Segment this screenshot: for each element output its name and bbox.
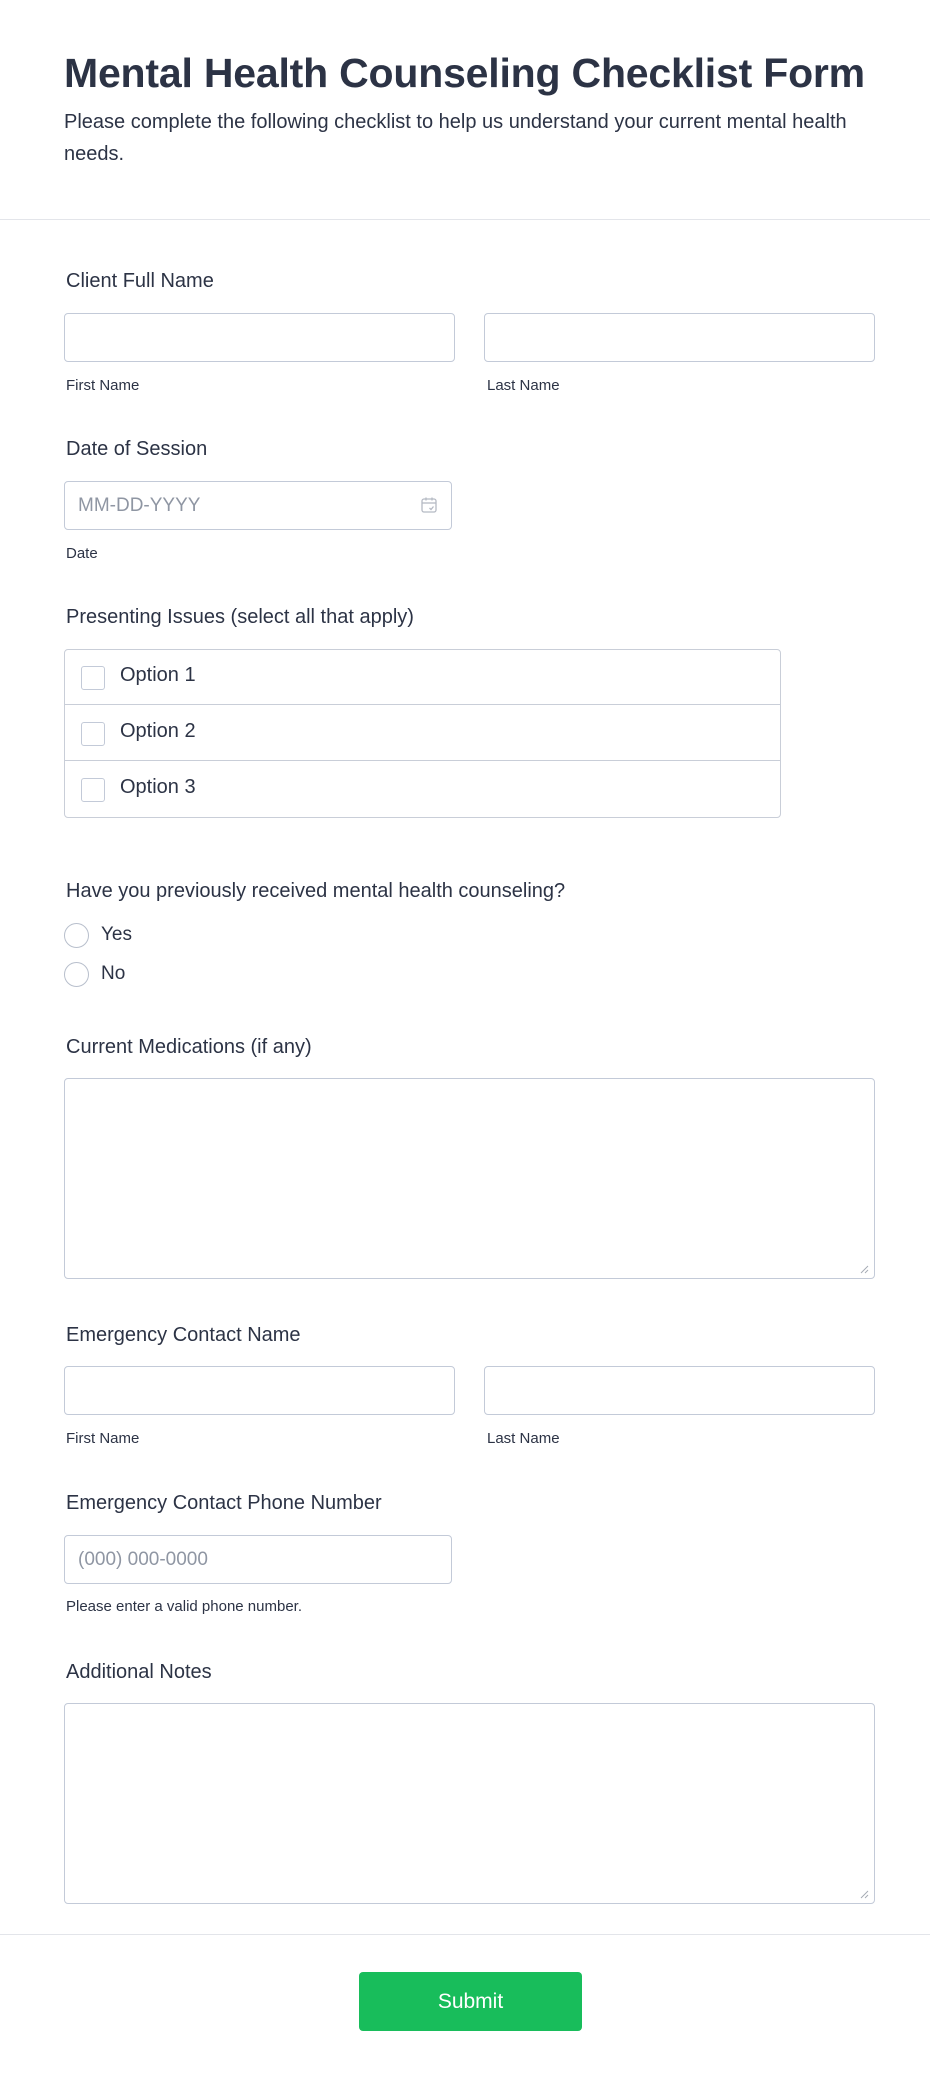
checklist-item-label: Option 1 bbox=[120, 664, 196, 686]
checklist-item-option-1[interactable] bbox=[65, 650, 780, 705]
form-header bbox=[0, 0, 930, 220]
checkbox[interactable] bbox=[81, 778, 105, 802]
resize-grip-icon[interactable] bbox=[859, 1264, 869, 1274]
emergency-phone-input[interactable] bbox=[64, 1535, 452, 1584]
previous-counseling-label: Have you previously received mental health counseling? bbox=[66, 880, 566, 902]
presenting-issues-checklist bbox=[64, 649, 781, 818]
client-last-name-input[interactable] bbox=[484, 313, 875, 362]
medications-textarea[interactable] bbox=[64, 1078, 875, 1279]
checklist-item-option-2[interactable] bbox=[65, 706, 780, 761]
emergency-first-name-sublabel: First Name bbox=[66, 1430, 140, 1447]
calendar-icon[interactable] bbox=[420, 496, 438, 514]
page-subtitle: Please complete the following checklist to help us understand your current mental health needs. bbox=[64, 111, 847, 165]
session-date-sublabel: Date bbox=[66, 545, 98, 562]
radio-button[interactable] bbox=[64, 962, 89, 987]
emergency-phone-sublabel: Please enter a valid phone number. bbox=[66, 1598, 302, 1615]
client-name-label: Client Full Name bbox=[66, 270, 214, 292]
checklist-item-option-3[interactable] bbox=[65, 762, 780, 817]
emergency-first-name-input[interactable] bbox=[64, 1366, 455, 1415]
radio-button[interactable] bbox=[64, 923, 89, 948]
emergency-name-label: Emergency Contact Name bbox=[66, 1324, 301, 1346]
radio-label: Yes bbox=[101, 924, 132, 945]
client-last-name-sublabel: Last Name bbox=[487, 377, 560, 394]
presenting-issues-label: Presenting Issues (select all that apply) bbox=[66, 606, 414, 628]
session-date-label: Date of Session bbox=[66, 438, 208, 460]
checkbox[interactable] bbox=[81, 722, 105, 746]
client-first-name-input[interactable] bbox=[64, 313, 455, 362]
emergency-last-name-sublabel: Last Name bbox=[487, 1430, 560, 1447]
session-date-input[interactable] bbox=[64, 481, 452, 530]
notes-textarea[interactable] bbox=[64, 1703, 875, 1904]
checkbox[interactable] bbox=[81, 666, 105, 690]
emergency-last-name-input[interactable] bbox=[484, 1366, 875, 1415]
client-first-name-sublabel: First Name bbox=[66, 377, 140, 394]
notes-label: Additional Notes bbox=[66, 1661, 212, 1683]
checklist-item-label: Option 3 bbox=[120, 776, 196, 798]
radio-label: No bbox=[101, 963, 126, 984]
footer-divider bbox=[0, 1934, 930, 1935]
submit-button[interactable]: Submit bbox=[359, 1972, 582, 2031]
resize-grip-icon[interactable] bbox=[859, 1889, 869, 1899]
emergency-phone-label: Emergency Contact Phone Number bbox=[66, 1492, 382, 1514]
medications-label: Current Medications (if any) bbox=[66, 1036, 312, 1058]
checklist-item-label: Option 2 bbox=[120, 720, 196, 742]
page-title: Mental Health Counseling Checklist Form bbox=[64, 50, 865, 96]
